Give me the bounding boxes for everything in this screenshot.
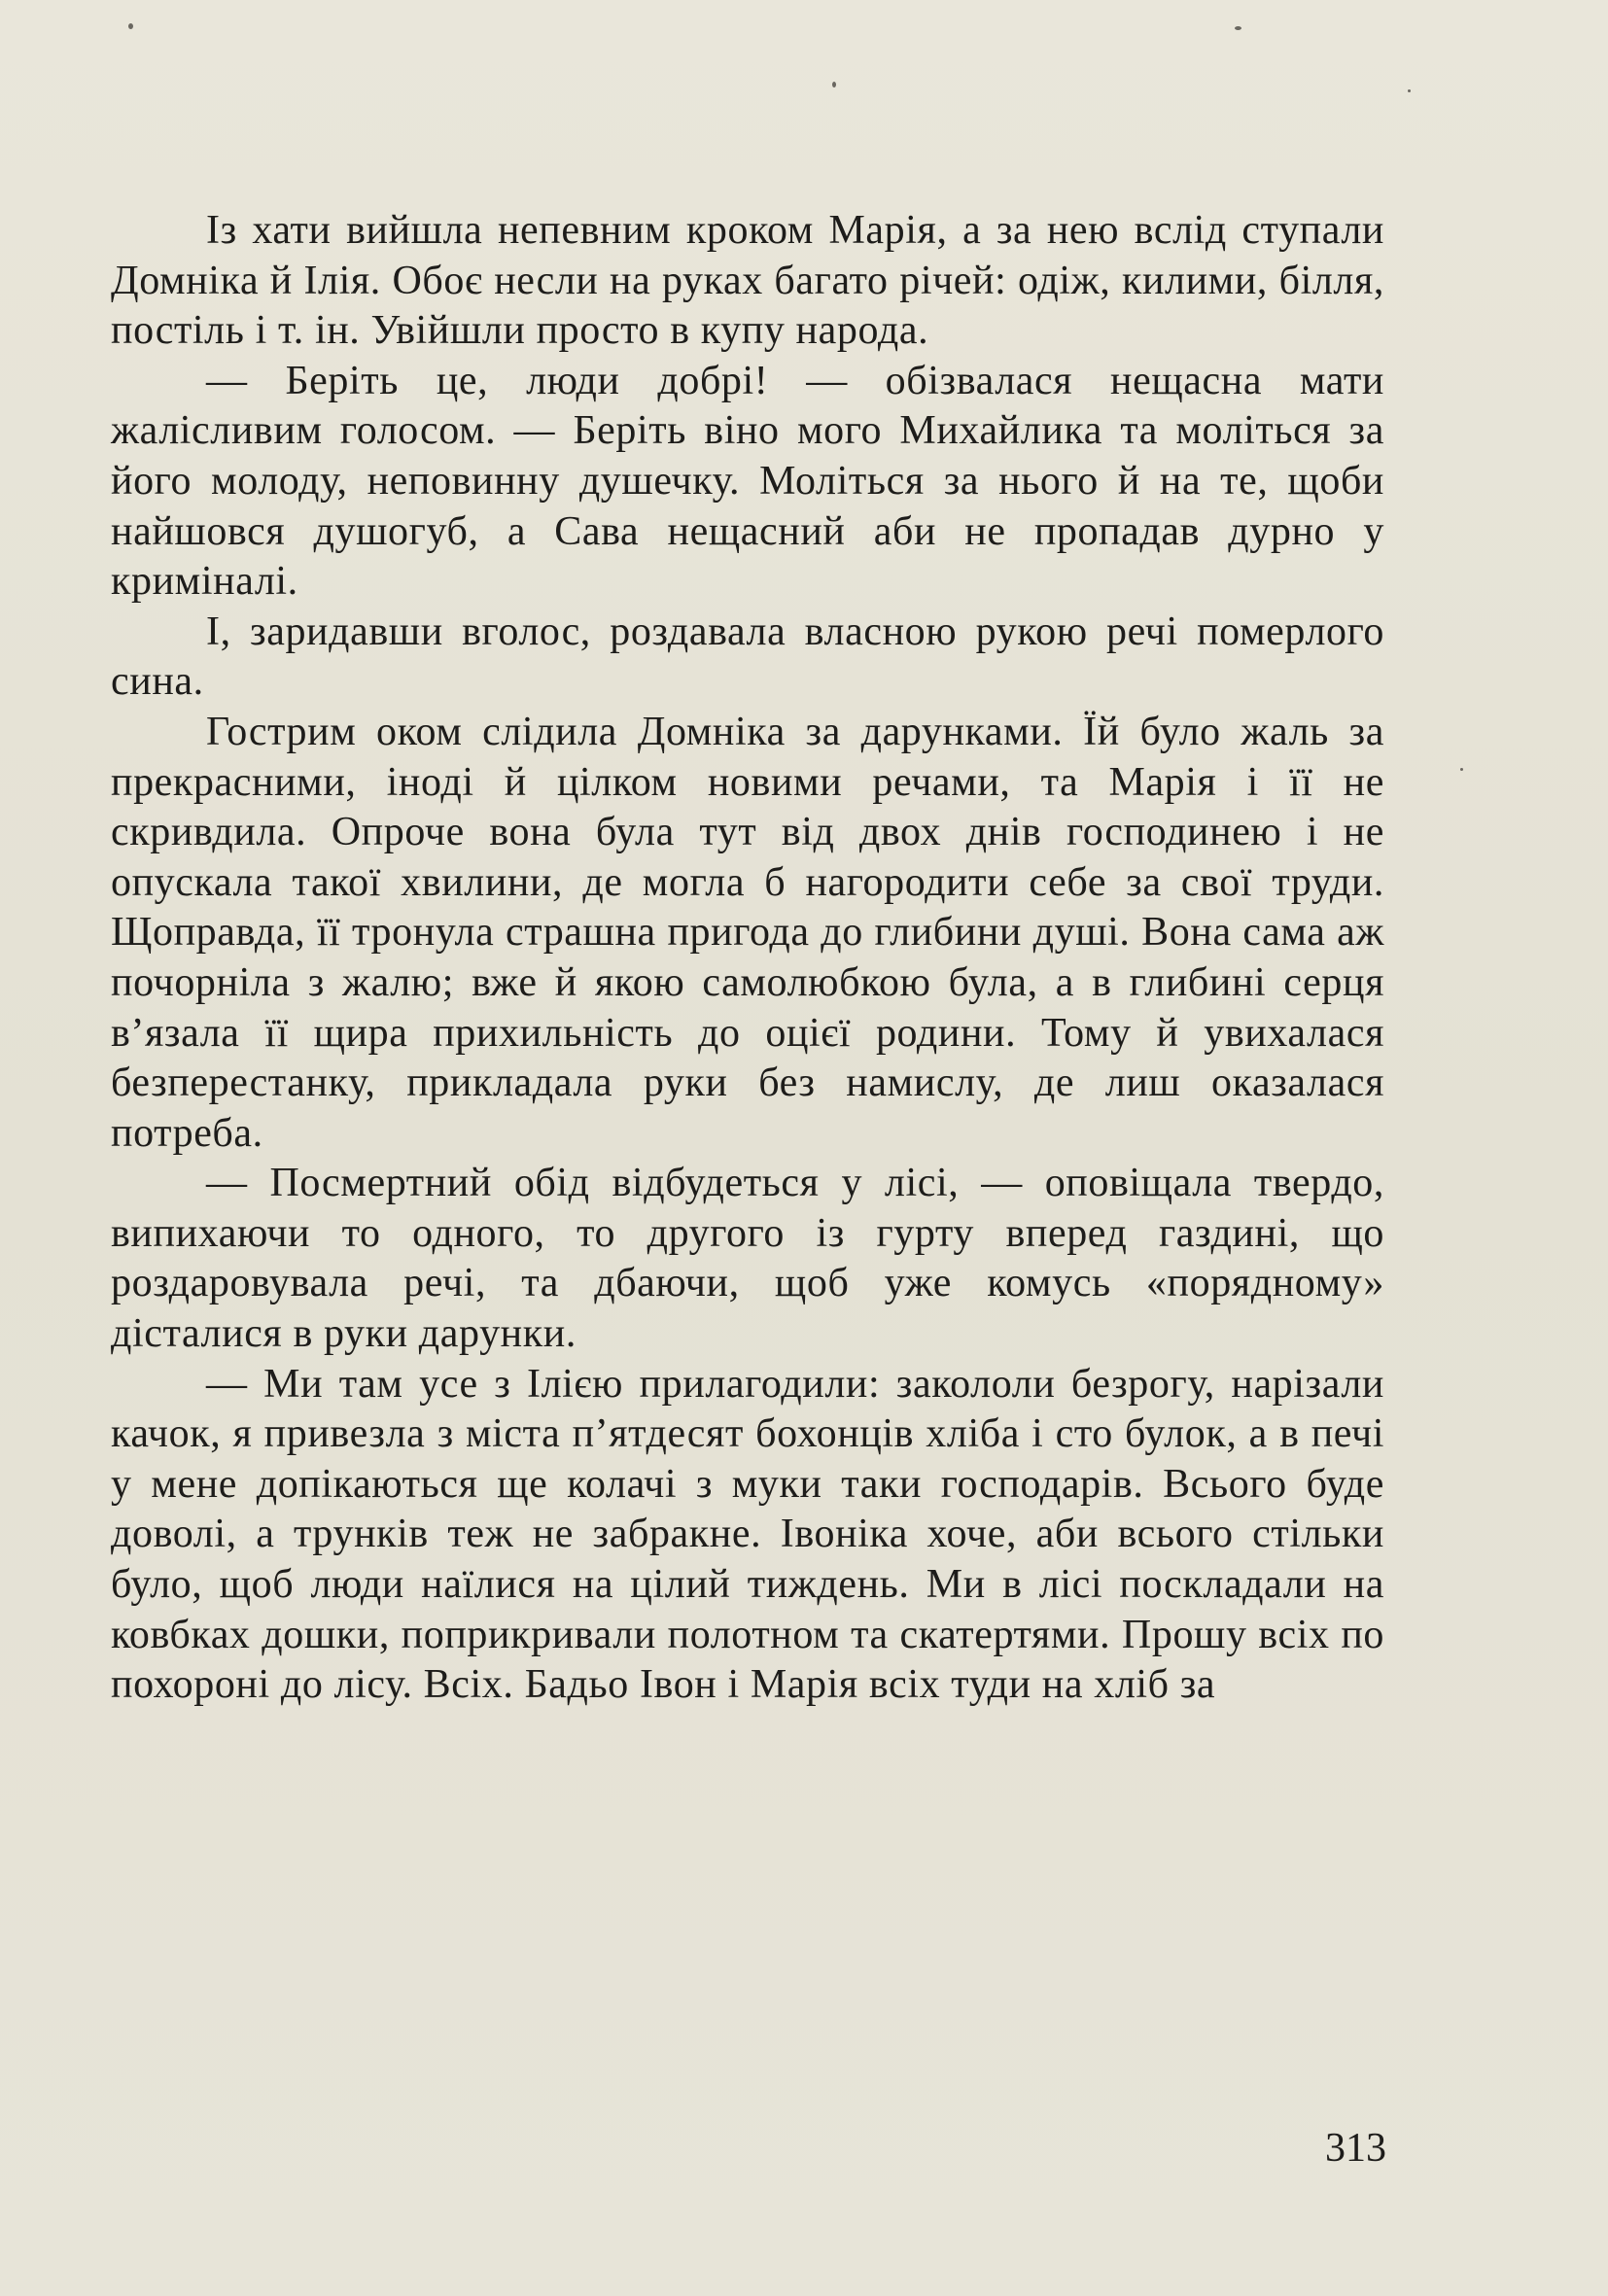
- ink-speck: [1235, 26, 1241, 30]
- paragraph: Із хати вийшла непевним кроком Марія, а за нею вслід ступали Домніка й Ілія. Обоє несли на руках багато річей: одіж, килими, білля, постіль і т. ін. Увійшли просто в купу народа.: [111, 208, 1384, 354]
- page-number: 313: [1325, 2126, 1386, 2171]
- paragraph: — Беріть це, люди добрі! — обізвалася нещасна мати жалісливим голосом. — Беріть віно мого Михайлика та моліться за його молоду, неповинну душечку. Моліться за нього й на те, щоби найшовся душогуб, а Сава нещасний аби не пропадав дурно у криміналі.: [111, 358, 1384, 605]
- paragraph: Гострим оком слідила Домніка за дарунками. Їй було жаль за прекрасними, іноді й цілком новими речами, та Марія і її не скривдила. Опроче вона була тут від двох днів господинею і не опускала такої хвилини, де могла б нагородити себе за свої труди. Щоправда, її тронула страшна пригода до глибини душі. Вона сама аж почорніла з жалю; вже й якою самолюбкою була, а в глибині серця в’язала її щира прихильність до оцієї родини. Тому й увихалася безперестанку, прикладала руки без намислу, де лиш оказалася потреба.: [111, 709, 1384, 1156]
- ink-speck: [128, 23, 133, 29]
- paragraph: — Ми там усе з Ілією прилагодили: закололи безрогу, нарізали качок, я привезла з міста п’ятдесят бохонців хліба і сто булок, а в печі у мене допікаються ще колачі з муки таки господарів. Всього буде доволі, а трунків теж не забракне. Івоніка хоче, аби всього стільки було, щоб люди наїлися на цілий тиждень. Ми в лісі поскладали на ковбках дошки, поприкривали полотном та скатертями. Прошу всіх по похороні до лісу. Всіх. Бадьо Івон і Марія всіх туди на хліб за: [111, 1361, 1384, 1708]
- body-text: [111, 206, 1384, 1711]
- ink-speck: [1408, 89, 1411, 92]
- paragraph: І, заридавши вголос, роздавала власною рукою речі померлого сина.: [111, 609, 1384, 705]
- ink-speck: [1460, 768, 1463, 771]
- paragraph: — Посмертний обід відбудеться у лісі, — оповіщала твердо, випихаючи то одного, то другого із гурту вперед газдині, що роздаровувала речі, та дбаючи, щоб уже комусь «порядному» дісталися в руки дарунки.: [111, 1161, 1384, 1357]
- ink-speck: [832, 82, 836, 87]
